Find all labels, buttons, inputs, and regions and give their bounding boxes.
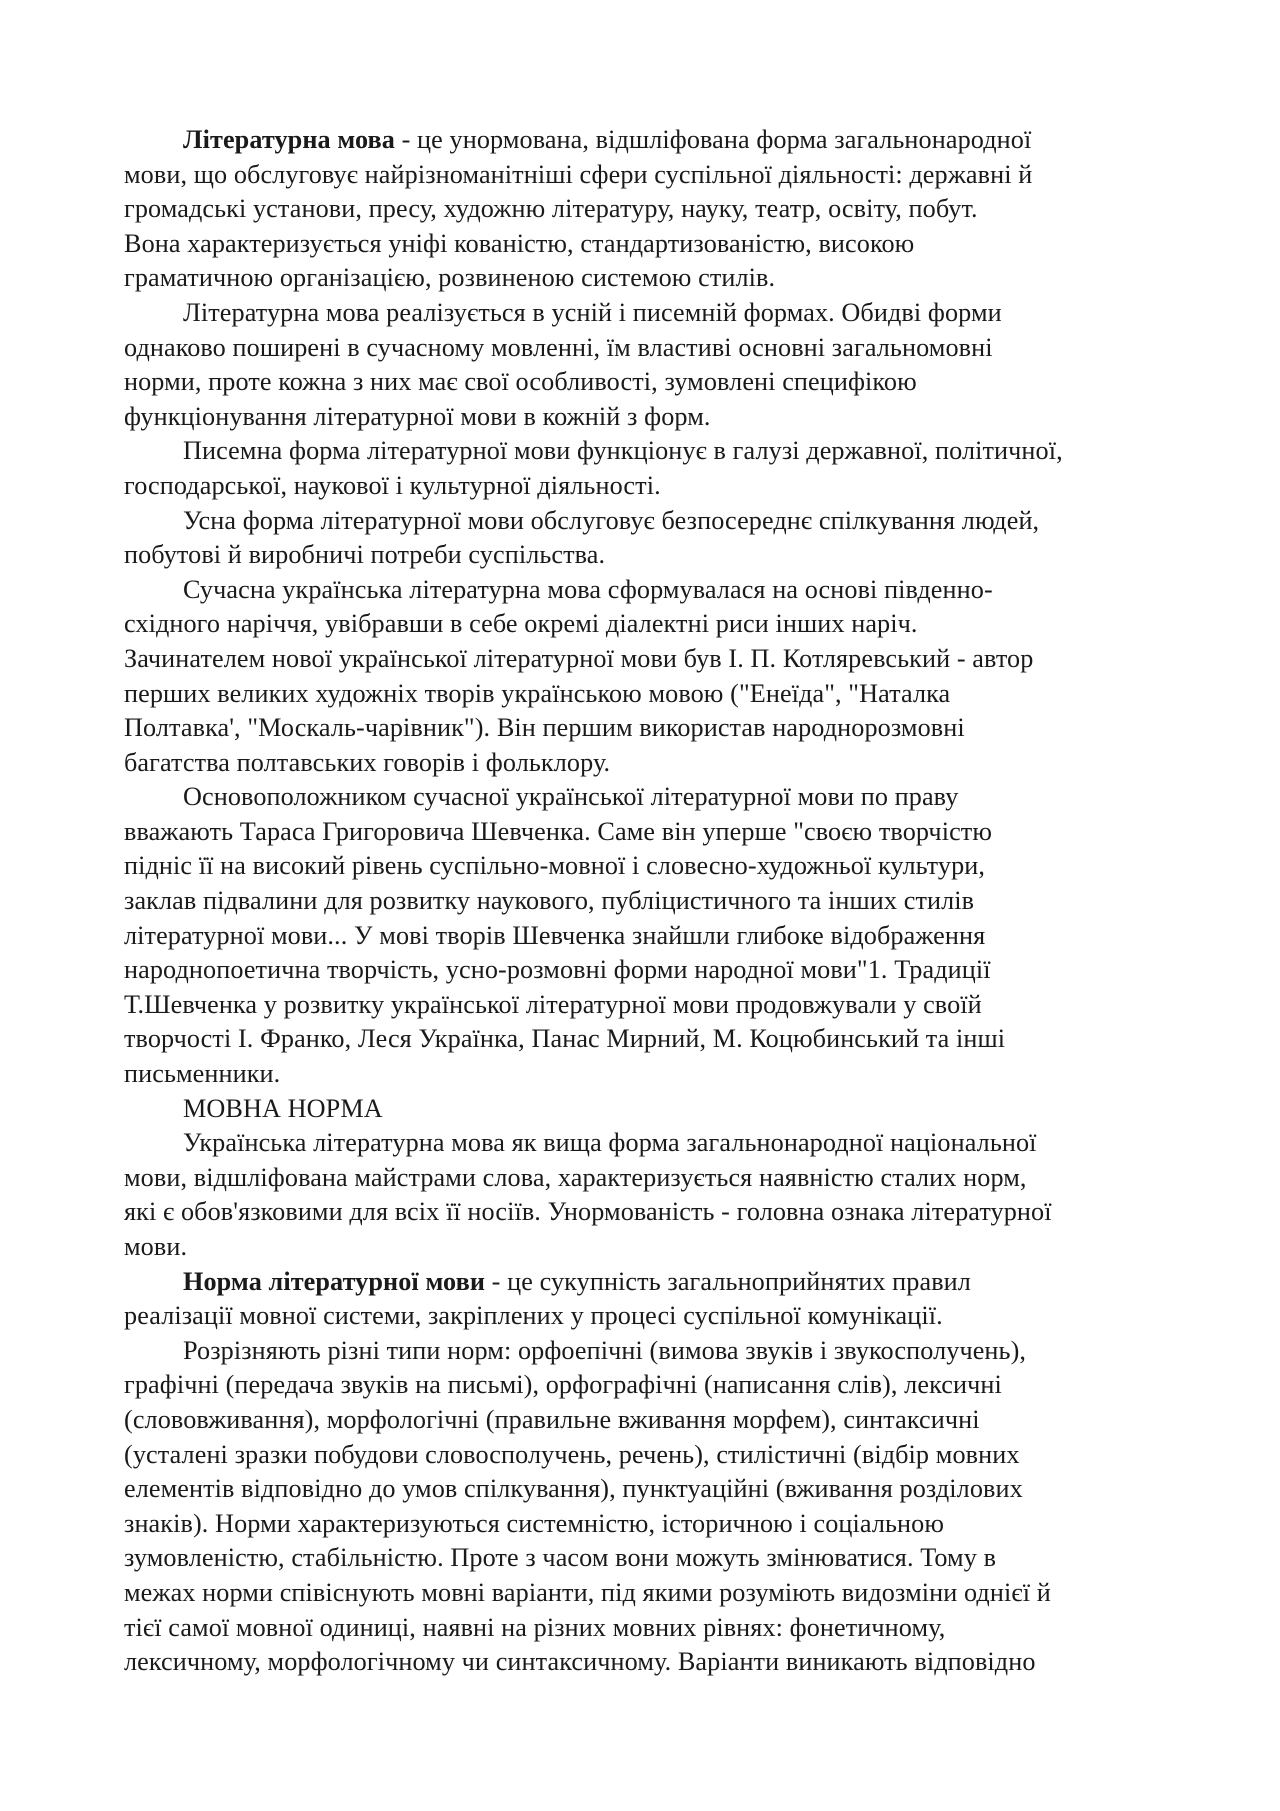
text-line: багатства полтавських говорів і фольклору. bbox=[124, 747, 611, 777]
text-line: творчості І. Франко, Леся Українка, Панас Мирний, М. Коцюбинський та інші bbox=[124, 1024, 1006, 1054]
text-line: мови, відшліфована майстрами слова, характеризується наявністю сталих норм, bbox=[124, 1162, 1027, 1192]
text-line: народнопоетична творчість, усно-розмовні форми народної мови"1. Традиції bbox=[124, 955, 991, 985]
paragraph-modern-language bbox=[124, 573, 1204, 781]
text-line: господарської, наукової і культурної діяльності. bbox=[124, 470, 661, 500]
text-line: граматичною організацією, розвиненою системою стилів. bbox=[124, 263, 776, 293]
paragraph-written-form bbox=[124, 434, 1204, 503]
paragraph-forms bbox=[124, 296, 1204, 434]
text-line: побутові й виробничі потреби суспільства. bbox=[124, 540, 606, 570]
text-line: Т.Шевченка у розвитку української літературної мови продовжували у своїй bbox=[124, 989, 982, 1019]
text-line: Зачинателем нової української літературної мови був І. П. Котляревський - автор bbox=[124, 643, 1034, 673]
section-heading: МОВНА НОРМА bbox=[183, 1093, 383, 1123]
text-line: тієї самої мовної одиниці, наявні на різних мовних рівнях: фонетичному, bbox=[124, 1612, 946, 1642]
text-line: (слововживання), морфологічні (правильне вживання морфем), синтаксичні bbox=[124, 1404, 980, 1434]
paragraph-ukrainian-literary-language bbox=[124, 1126, 1204, 1264]
text-line: Вона характеризується уніфі кованістю, стандартизованістю, високою bbox=[124, 228, 915, 258]
text-line: мови, що обслуговує найрізноманітніші сфери суспільної діяльності: державні й bbox=[124, 159, 1033, 189]
text-line: зумовленістю, стабільністю. Проте з часом вони можуть змінюватися. Тому в bbox=[124, 1543, 997, 1573]
text-line: східного наріччя, увібравши в себе окремі діалектні риси інших наріч. bbox=[124, 609, 918, 639]
paragraph-oral-form bbox=[124, 504, 1204, 573]
document-page bbox=[124, 123, 1204, 1680]
text-line: Літературна мова - це унормована, відшліфована форма загальнонародної bbox=[183, 125, 1032, 154]
text-line: підніс її на високий рівень суспільно-мовної і словесно-художньої культури, bbox=[124, 851, 986, 881]
text-line: Усна форма літературної мови обслуговує безпосереднє спілкування людей, bbox=[183, 505, 1040, 535]
text-line: функціонування літературної мови в кожній з форм. bbox=[124, 401, 711, 431]
term-literary-norm: Норма літературної мови bbox=[183, 1266, 486, 1296]
text-line: Писемна форма літературної мови функціонує в галузі державної, політичної, bbox=[183, 436, 1063, 466]
text-line: графічні (передача звуків на письмі), орфографічні (написання слів), лексичні bbox=[124, 1370, 1002, 1400]
text-line: реалізації мовної системи, закріплених у процесі суспільної комунікації. bbox=[124, 1301, 943, 1331]
text-line: Норма літературної мови - це сукупність загальноприйнятих правил bbox=[183, 1266, 971, 1296]
text-line: елементів відповідно до умов спілкування), пунктуаційні (вживання розділових bbox=[124, 1474, 1023, 1504]
text-line: однаково поширені в сучасному мовленні, їм властиві основні загальномовні bbox=[124, 332, 993, 362]
text-line: мови. bbox=[124, 1232, 188, 1261]
text-line: літературної мови... У мові творів Шевченка знайшли глибоке відображення bbox=[124, 920, 986, 950]
paragraph-literary-language bbox=[124, 123, 1204, 296]
text-line: лексичному, морфологічному чи синтаксичному. Варіанти виникають відповідно bbox=[124, 1647, 1036, 1677]
paragraph-norm-types bbox=[124, 1334, 1204, 1680]
text-line: Основоположником сучасної української літературної мови по праву bbox=[183, 782, 959, 812]
text-line: громадські установи, пресу, художню літературу, науку, театр, освіту, побут. bbox=[124, 194, 978, 224]
text-line: вважають Тараса Григоровича Шевченка. Саме він уперше "своєю творчістю bbox=[124, 816, 993, 846]
paragraph-norm-definition bbox=[124, 1265, 1204, 1334]
text-line: Українська літературна мова як вища форма загальнонародної національної bbox=[183, 1128, 1037, 1158]
text-line: межах норми співіснують мовні варіанти, під якими розуміють видозміни однієї й bbox=[124, 1577, 1051, 1607]
text-line: знаків). Норми характеризуються системністю, історичною і соціальною bbox=[124, 1508, 945, 1538]
text-line: Літературна мова реалізується в усній і писемній формах. Обидві форми bbox=[183, 297, 1002, 327]
text-line: Сучасна українська літературна мова сформувалася на основі південно- bbox=[183, 574, 993, 604]
text-line: Розрізняють різні типи норм: орфоепічні (вимова звуків і звукосполучень), bbox=[183, 1335, 1027, 1365]
text-line: заклав підвалини для розвитку наукового, публіцистичного та інших стилів bbox=[124, 886, 975, 916]
paragraph-shevchenko bbox=[124, 780, 1204, 1091]
text-line: перших великих художніх творів українською мовою ("Енеїда", "Наталка bbox=[124, 678, 951, 708]
text-line: Полтавка', "Москаль-чарівник"). Він першим використав народнорозмовні bbox=[124, 713, 965, 743]
text-line: письменники. bbox=[124, 1059, 281, 1089]
term-literary-language: Літературна мова bbox=[183, 125, 395, 154]
text-line: (усталені зразки побудови словосполучень, речень), стилістичні (відбір мовних bbox=[124, 1439, 1020, 1469]
text-line: які є обов'язковими для всіх її носіїв. Унормованість - головна ознака літературної bbox=[124, 1197, 1052, 1227]
text-line: норми, проте кожна з них має свої особливості, зумовлені специфікою bbox=[124, 367, 917, 397]
